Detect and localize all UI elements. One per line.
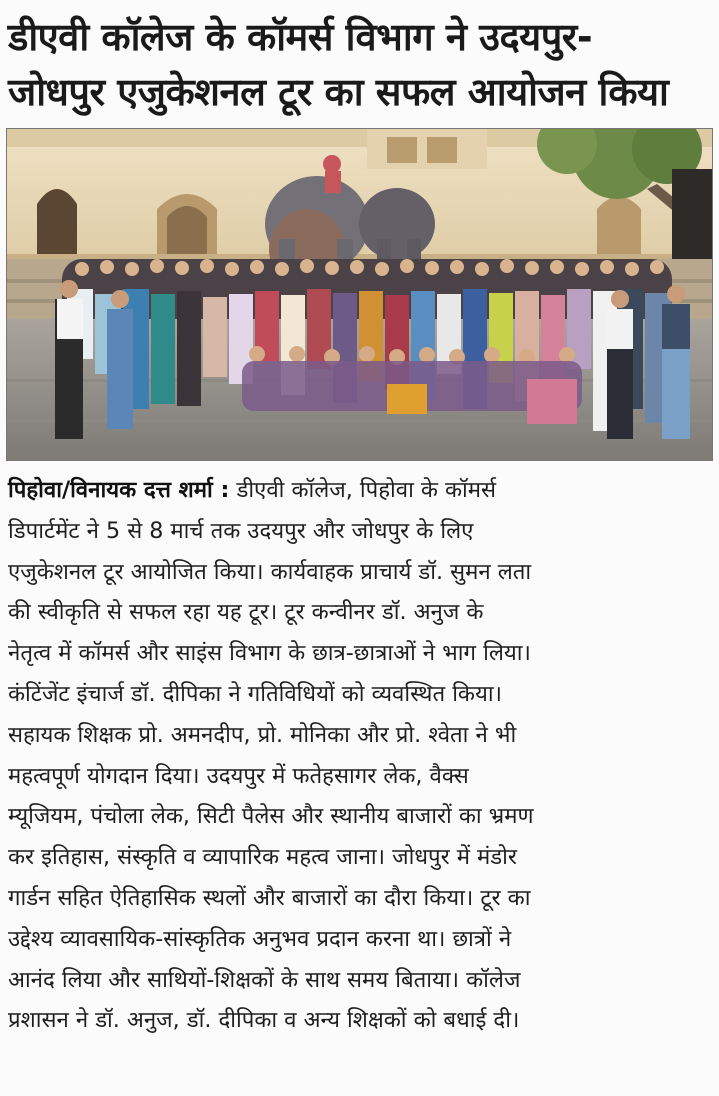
group-photo	[6, 128, 713, 461]
article-body	[8, 470, 713, 1041]
article-line: कर इतिहास, संस्कृति व व्यापारिक महत्व जाना। जोधपुर में मंडोर	[8, 844, 517, 871]
arch	[37, 189, 77, 254]
article-line: म्यूजियम, पंचोला लेक, सिटी पैलेस और स्थानीय बाजारों का भ्रमण	[8, 803, 534, 830]
article-line	[8, 470, 713, 511]
headline-line-2: जोधपुर एजुकेशनल टूर का सफल आयोजन किया	[8, 70, 669, 114]
article-line: गार्डन सहित ऐतिहासिक स्थलों और बाजारों का दौरा किया। टूर का	[8, 884, 531, 911]
article-line: आनंद लिया और साथियों-शिक्षकों के साथ समय बिताया। कॉलेज	[8, 966, 521, 993]
article-line: प्रशासन ने डॉ. अनुज, डॉ. दीपिका व अन्य शिक्षकों को बधाई दी।	[8, 1007, 520, 1034]
article-line: डिपार्टमेंट ने 5 से 8 मार्च तक उदयपुर और जोधपुर के लिए	[8, 517, 474, 544]
article-line: महत्वपूर्ण योगदान दिया। उदयपुर में फतेहसागर लेक, वैक्स	[8, 762, 469, 789]
headline-line-1: डीएवी कॉलेज के कॉमर्स विभाग ने उदयपुर-	[8, 15, 593, 59]
elephant	[359, 188, 435, 260]
article-line: सहायक शिक्षक प्रो. अमनदीप, प्रो. मोनिका और प्रो. श्वेता ने भी	[8, 721, 517, 748]
article-dateline: पिहोवा/विनायक दत्त शर्मा :	[8, 477, 230, 503]
group-photo-illustration	[7, 129, 713, 461]
article-line: कंटिंजेंट इंचार्ज डॉ. दीपिका ने गतिविधियों को व्यवस्थित किया।	[8, 680, 503, 707]
article-headline	[8, 10, 713, 120]
article-line: की स्वीकृति से सफल रहा यह टूर। टूर कन्वीनर डॉ. अनुज के	[8, 599, 484, 626]
arch	[597, 197, 641, 255]
article-line: नेतृत्व में कॉमर्स और साइंस विभाग के छात्र-छात्राओं ने भाग लिया।	[8, 640, 531, 667]
article-line: उद्देश्य व्यावसायिक-सांस्कृतिक अनुभव प्रदान करना था। छात्रों ने	[8, 925, 512, 952]
article-line: एजुकेशनल टूर आयोजित किया। कार्यवाहक प्राचार्य डॉ. सुमन लता	[8, 558, 532, 585]
article-line-text: डीएवी कॉलेज, पिहोवा के कॉमर्स	[229, 477, 497, 503]
